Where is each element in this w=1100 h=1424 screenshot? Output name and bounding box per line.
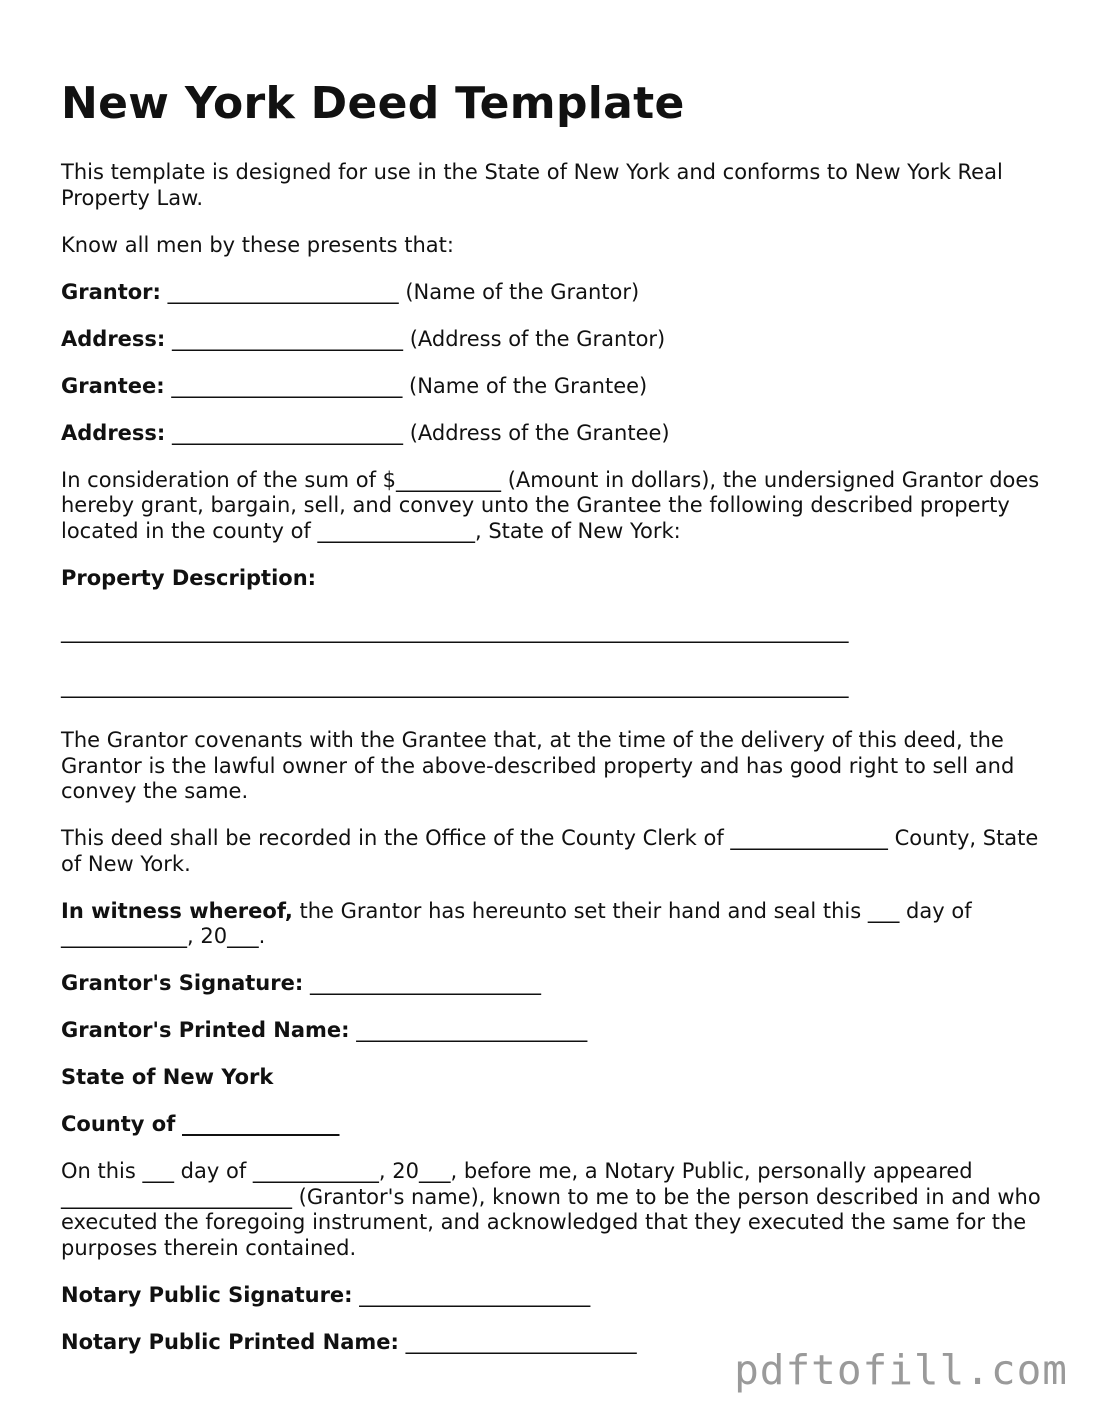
grantor-address-label: Address: — [61, 326, 166, 351]
grantor-printed-name-blank[interactable]: ______________________ — [356, 1018, 588, 1042]
consideration-paragraph: In consideration of the sum of $__________ (Amount in dollars), the undersigned Grantor does hereby grant, bargain, sell, and convey unto the Grantee the following described property located in the county of _______________, State of New York: — [61, 467, 1040, 543]
page-title: New York Deed Template — [61, 78, 685, 129]
intro-paragraph: This template is designed for use in the State of New York and conforms to New York Real Property Law. — [61, 160, 1003, 210]
notary-statement-paragraph: On this ___ day of ____________, 20___, before me, a Notary Public, personally appeared ______________________ (Grantor's name), known to me to be the person described in and who executed the foregoing instrument, and acknowledged that they executed the same for the purposes therein contained. — [61, 1159, 1041, 1260]
county-field — [61, 1112, 1046, 1138]
property-description-line-2[interactable]: ___________________________________________________________________________ — [61, 673, 849, 698]
grantee-blank[interactable]: ______________________ — [171, 373, 403, 398]
grantee-field — [61, 374, 1046, 400]
grantee-address-label: Address: — [61, 420, 166, 445]
state-heading-text: State of New York — [61, 1065, 274, 1089]
grantor-signature-label: Grantor's Signature: — [61, 971, 304, 995]
notary-printed-name-label: Notary Public Printed Name: — [61, 1329, 399, 1354]
grantor-address-hint: (Address of the Grantor) — [409, 326, 666, 351]
county-label: County of — [61, 1112, 176, 1136]
recording-paragraph: This deed shall be recorded in the Office of the County Clerk of _______________ County, State of New York. — [61, 826, 1039, 876]
property-description-label — [61, 566, 1046, 592]
deed-document — [61, 78, 1046, 1377]
grantor-address-blank[interactable]: ______________________ — [172, 326, 404, 351]
grantor-label: Grantor: — [61, 279, 161, 304]
covenant-paragraph: The Grantor covenants with the Grantee that, at the time of the delivery of this deed, the Grantor is the lawful owner of the above-described property and has good right to sell and convey the same. — [61, 728, 1015, 803]
grantee-address-blank[interactable]: ______________________ — [172, 420, 404, 445]
grantor-printed-name-field — [61, 1018, 1046, 1044]
grantee-address-field — [61, 421, 1046, 447]
witness-text: the Grantor has hereunto set their hand and seal this ___ day of ____________, 20___. — [61, 898, 972, 948]
property-description-heading: Property Description: — [61, 565, 317, 590]
grantee-label: Grantee: — [61, 373, 165, 398]
notary-signature-blank[interactable]: ______________________ — [359, 1282, 591, 1307]
property-description-line-1[interactable]: ___________________________________________________________________________ — [61, 619, 849, 643]
notary-signature-field — [61, 1283, 1046, 1309]
grantor-printed-name-label: Grantor's Printed Name: — [61, 1018, 350, 1042]
county-blank[interactable]: _______________ — [182, 1112, 340, 1136]
grantee-address-hint: (Address of the Grantee) — [409, 420, 670, 445]
grantor-address-field — [61, 327, 1046, 353]
grantor-blank[interactable]: ______________________ — [167, 279, 399, 304]
watermark-logo: pdftofill.com — [734, 1346, 1068, 1394]
grantor-signature-blank[interactable]: ______________________ — [309, 971, 541, 995]
state-heading — [61, 1065, 1046, 1091]
grantor-hint: (Name of the Grantor) — [405, 279, 640, 304]
witness-lead: In witness whereof, — [61, 898, 293, 923]
grantee-hint: (Name of the Grantee) — [409, 373, 648, 398]
notary-printed-name-blank[interactable]: ______________________ — [405, 1329, 637, 1354]
notary-signature-label: Notary Public Signature: — [61, 1282, 353, 1307]
witness-paragraph — [61, 899, 1046, 950]
preamble-paragraph: Know all men by these presents that: — [61, 232, 454, 257]
grantor-signature-field — [61, 971, 1046, 997]
grantor-field — [61, 280, 1046, 306]
